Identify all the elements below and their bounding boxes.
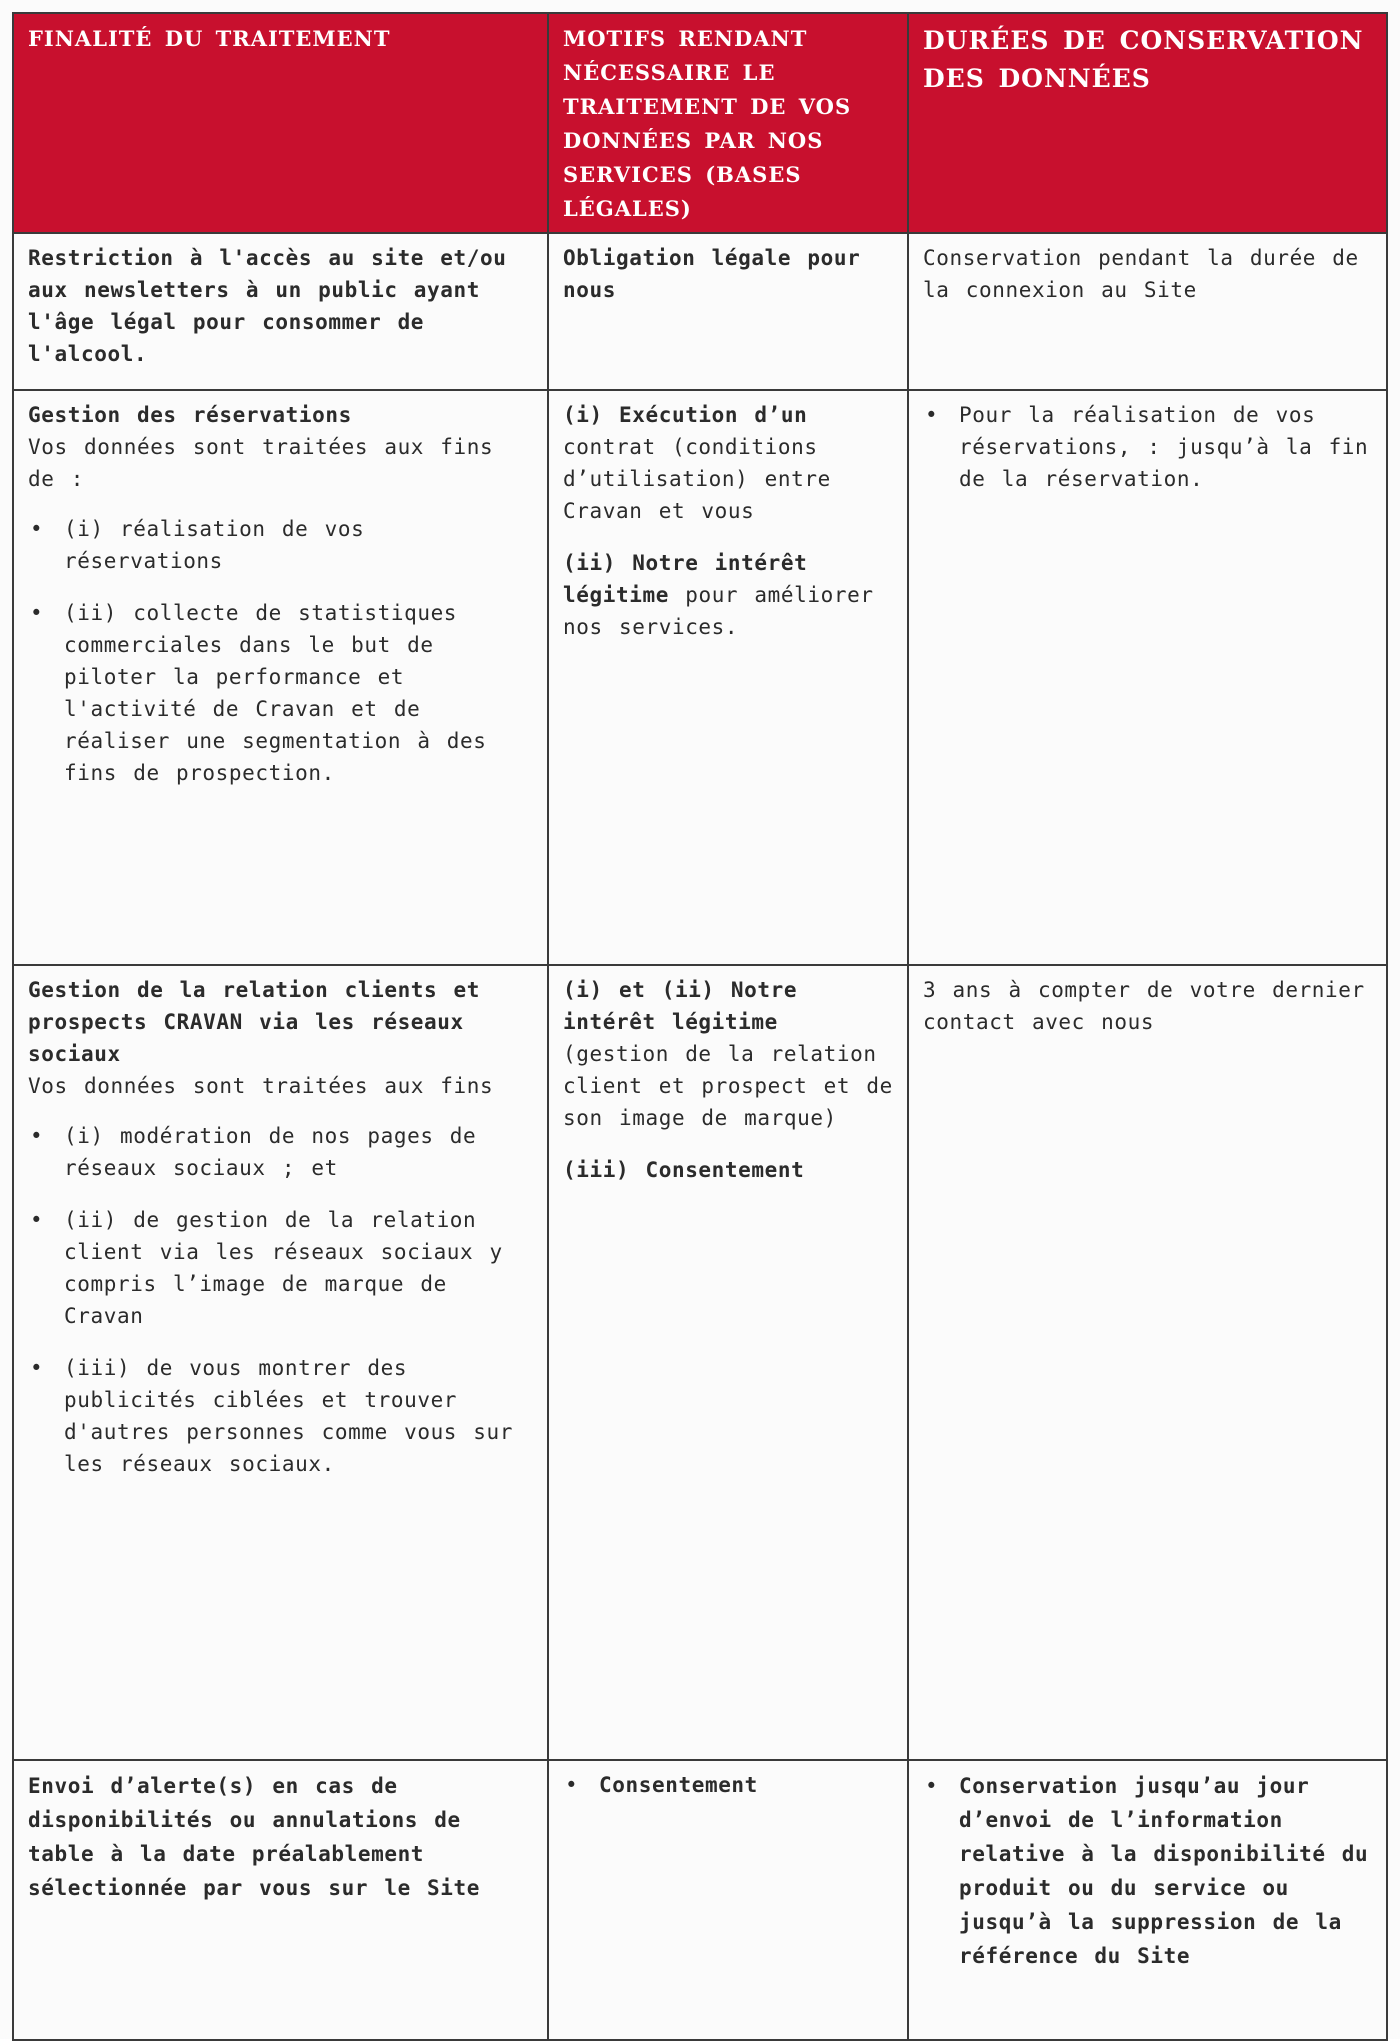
bullet-icon: • [565, 1773, 579, 1797]
finalite-intro: Vos données sont traitées aux fins [28, 1074, 494, 1098]
cell-finalite [13, 233, 548, 390]
cell-motifs [548, 233, 908, 390]
finalite-title: Gestion de la relation clients et prospects CRAVAN via les réseaux sociaux [28, 978, 481, 1066]
motifs-p1: (i) et (ii) Notre intérêt légitime (gestion de la relation client et prospect et de son image de marque) [563, 978, 893, 1130]
bullet-icon: • [30, 1124, 44, 1148]
list-item: • (i) modération de nos pages de réseaux sociaux ; et [28, 1120, 533, 1184]
table-row [13, 233, 1387, 390]
duree-bullet-list [923, 399, 1372, 495]
cell-motifs [548, 965, 908, 1760]
duree-text: 3 ans à compter de votre dernier contact avec nous [923, 978, 1365, 1034]
bullet-icon: • [30, 1208, 44, 1232]
bullet-icon: • [925, 1774, 939, 1798]
cell-motifs [548, 1760, 908, 2040]
bullet-icon: • [30, 1356, 44, 1380]
duree-bullet-list [923, 1769, 1372, 1973]
table-row [13, 965, 1387, 1760]
cell-finalite [13, 965, 548, 1760]
list-item: • (iii) de vous montrer des publicités ciblées et trouver d'autres personnes comme vous sur les réseaux sociaux. [28, 1352, 533, 1480]
motifs-text [563, 242, 893, 306]
cell-duree [908, 965, 1387, 1760]
list-item: • (i) réalisation de vos réservations [28, 513, 533, 577]
cell-finalite [13, 1760, 548, 2040]
list-item: • (ii) collecte de statistiques commerciales dans le but de piloter la performance et l'activité de Cravan et de réaliser une segmentation à des fins de prospection. [28, 597, 533, 789]
bullet-icon: • [30, 601, 44, 625]
finalite-text: Envoi d’alerte(s) en cas de disponibilités ou annulations de table à la date préalablement sélectionnée par vous sur le Site [28, 1774, 481, 1900]
motifs-p2: (ii) Notre intérêt légitime pour améliorer nos services. [563, 551, 874, 639]
table-header-row [13, 13, 1387, 233]
finalite-intro: Vos données sont traitées aux fins de : [28, 435, 494, 491]
cell-finalite [13, 390, 548, 965]
list-item: • Conservation jusqu’au jour d’envoi de l’information relative à la disponibilité du produit ou du service ou jusqu’à la suppression de la référence du Site [923, 1769, 1372, 1973]
finalite-title: Gestion des réservations [28, 403, 352, 427]
motifs-p2: (iii) Consentement [563, 1158, 805, 1182]
header-motifs: MOTIFS RENDANT NÉCESSAIRE LE TRAITEMENT DE VOS DONNÉES PAR NOS SERVICES (BASES LÉGALES) [548, 13, 908, 233]
table-row [13, 390, 1387, 965]
finalite-bullet-list [28, 1120, 533, 1480]
bullet-icon: • [30, 517, 44, 541]
motifs-text-bold: Obligation légale pour nous [563, 246, 861, 302]
header-duree: DURÉES DE CONSERVATION DES DONNÉES [908, 13, 1387, 233]
finalite-bullet-list [28, 513, 533, 789]
table-row [13, 1760, 1387, 2040]
cell-duree [908, 390, 1387, 965]
motifs-p1: (i) Exécution d’un contrat (conditions d’utilisation) entre Cravan et vous [563, 403, 831, 523]
bullet-icon: • [925, 403, 939, 427]
cell-duree [908, 1760, 1387, 2040]
cell-motifs [548, 390, 908, 965]
finalite-text: Restriction à l'accès au site et/ou aux newsletters à un public ayant l'âge légal pour consommer de l'alcool. [28, 246, 507, 366]
list-item: • (ii) de gestion de la relation client via les réseaux sociaux y compris l’image de marque de Cravan [28, 1204, 533, 1332]
list-item: • Consentement [563, 1769, 893, 1801]
data-retention-table [12, 12, 1388, 2041]
list-item: • Pour la réalisation de vos réservations, : jusqu’à la fin de la réservation. [923, 399, 1372, 495]
motifs-bullet-list [563, 1769, 893, 1801]
cell-duree [908, 233, 1387, 390]
header-finalite: FINALITÉ DU TRAITEMENT [13, 13, 548, 233]
duree-text: Conservation pendant la durée de la connexion au Site [923, 246, 1359, 302]
